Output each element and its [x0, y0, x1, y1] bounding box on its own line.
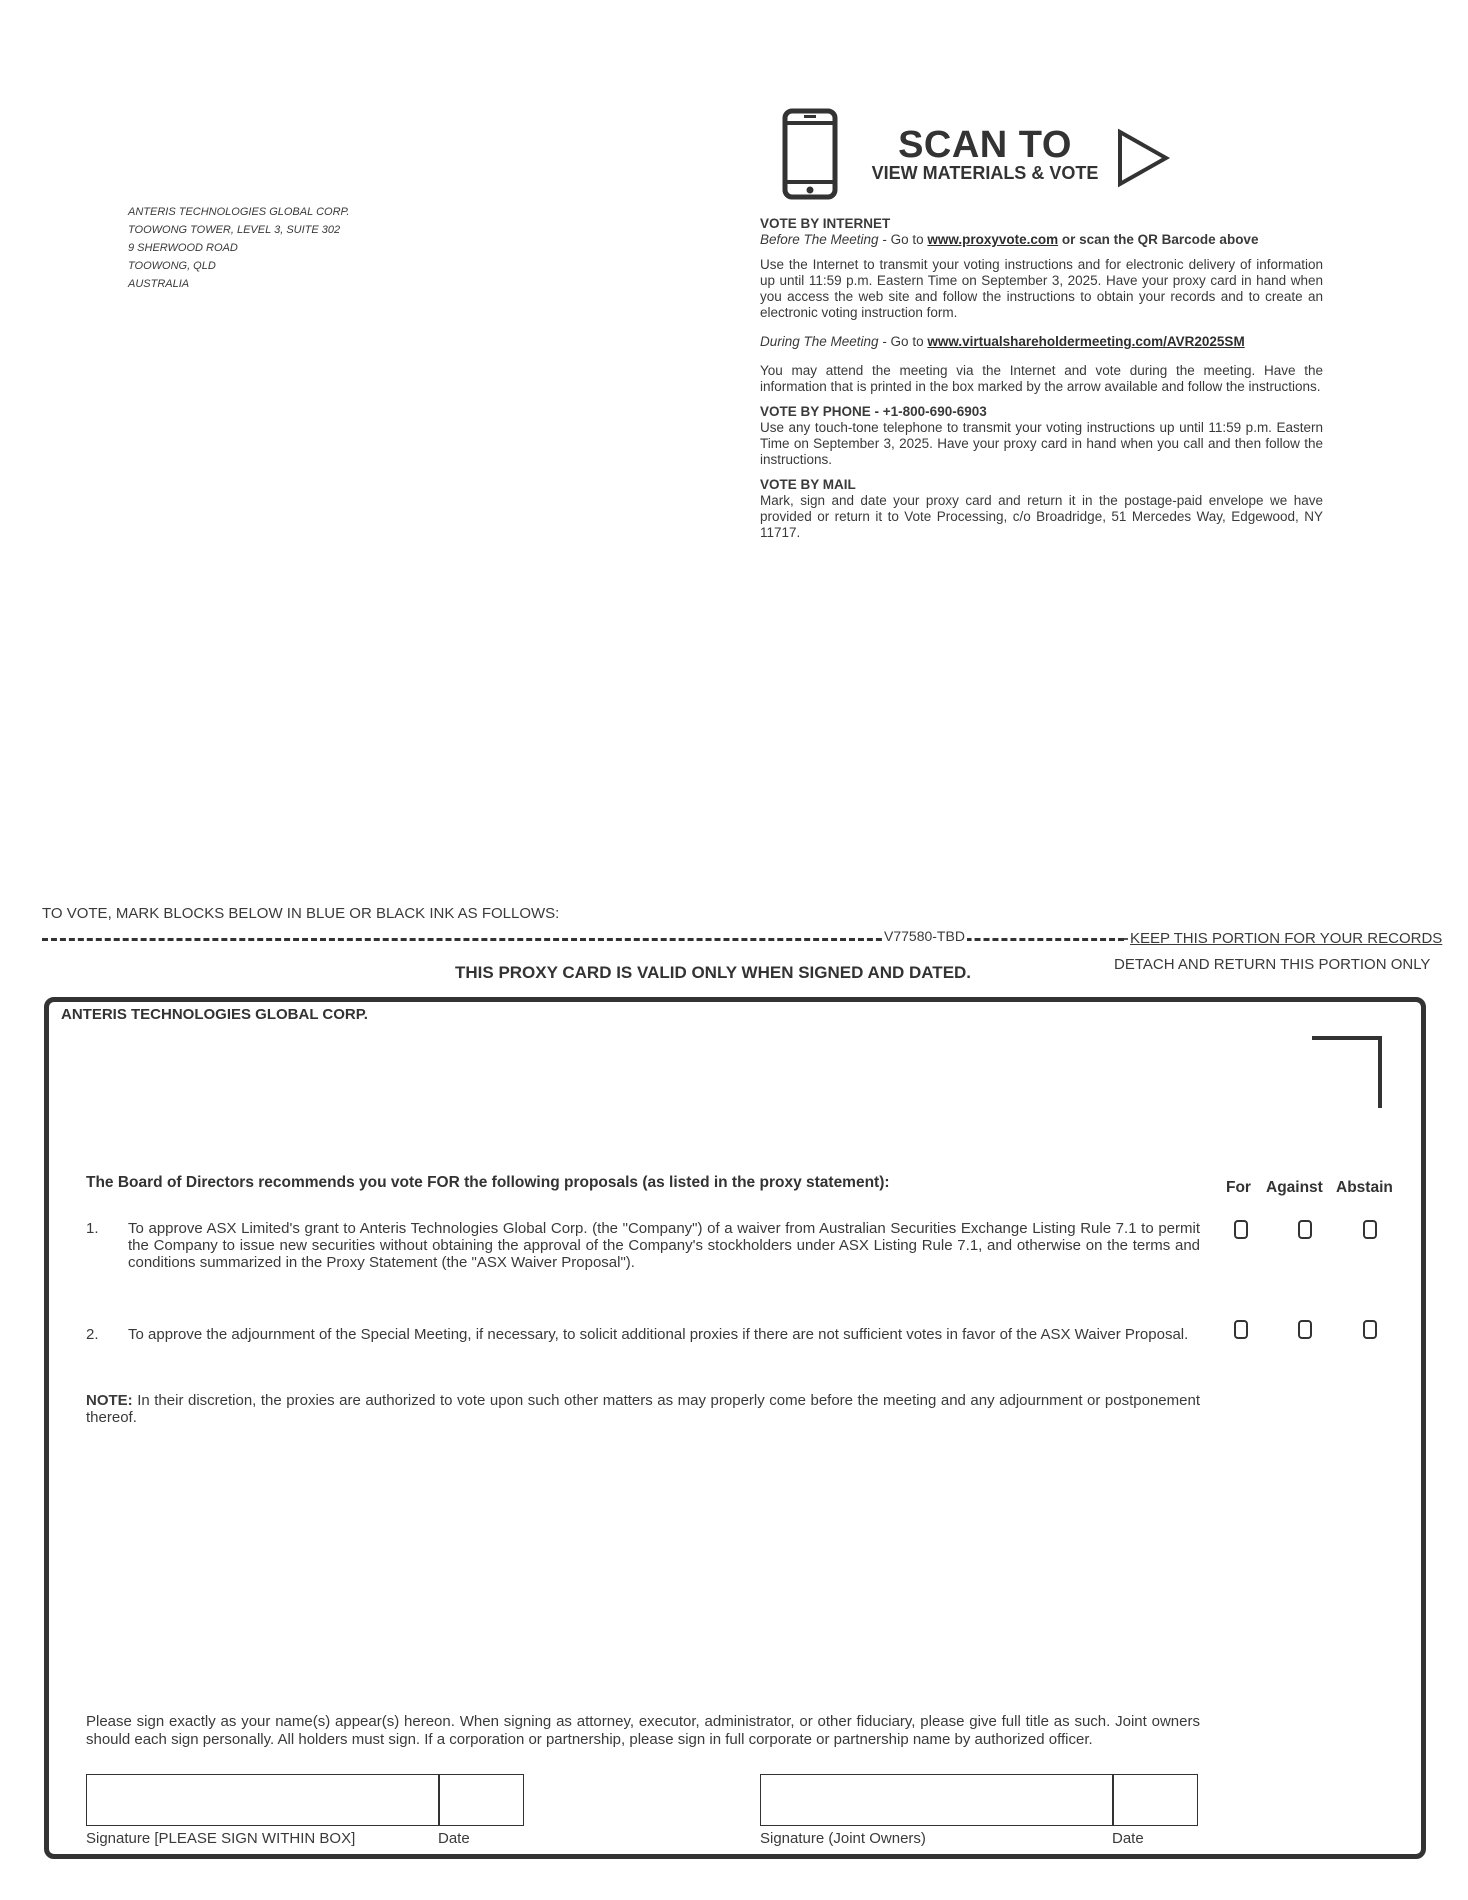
- signature-label: Signature [PLEASE SIGN WITHIN BOX]: [86, 1830, 356, 1847]
- card-company-name: ANTERIS TECHNOLOGIES GLOBAL CORP.: [61, 1006, 368, 1023]
- mark-instructions: TO VOTE, MARK BLOCKS BELOW IN BLUE OR BLACK INK AS FOLLOWS:: [42, 905, 560, 922]
- address-line: TOOWONG TOWER, LEVEL 3, SUITE 302: [128, 224, 341, 236]
- joint-date-box[interactable]: [1112, 1774, 1198, 1826]
- address-line: AUSTRALIA: [128, 278, 190, 290]
- vote-mail-heading: VOTE BY MAIL: [760, 477, 856, 492]
- mail-instructions: Mark, sign and date your proxy card and return it in the postage-paid envelope we have provided or return it to Vote Processing, c/o Broadridge, 51 Mercedes Way, Edgewood, NY 11717.: [760, 493, 1323, 540]
- address-line: TOOWONG, QLD: [128, 260, 216, 272]
- before-meeting-label: Before The Meeting: [760, 232, 879, 247]
- during-meeting-instructions: You may attend the meeting via the Internet and vote during the meeting. Have the information that is printed in the box marked by the arrow available and follow the instructions.: [760, 363, 1323, 394]
- proposal-1-abstain-checkbox[interactable]: [1363, 1220, 1377, 1239]
- vote-phone-heading: VOTE BY PHONE - +1-800-690-6903: [760, 404, 987, 419]
- note-text: In their discretion, the proxies are authorized to vote upon such other matters as may properly come before the meeting and any adjournment or postponement thereof.: [86, 1392, 1200, 1426]
- date-label: Date: [438, 1830, 470, 1847]
- internet-instructions: Use the Internet to transmit your voting instructions and for electronic delivery of information up until 11:59 p.m. Eastern Time on September 3, 2025. Have your proxy card in hand when you access the web site and follow the instructions to obtain your records and to create an electronic voting instruction form.: [760, 257, 1323, 320]
- joint-signature-label: Signature (Joint Owners): [760, 1830, 926, 1847]
- during-meeting-label: During The Meeting: [760, 334, 879, 349]
- column-against: Against: [1266, 1179, 1323, 1196]
- before-goto: - Go to: [878, 232, 928, 247]
- virtual-meeting-link[interactable]: www.virtualshareholdermeeting.com/AVR2025SM: [927, 334, 1245, 349]
- detach-portion-label: DETACH AND RETURN THIS PORTION ONLY: [1114, 956, 1431, 973]
- address-line: ANTERIS TECHNOLOGIES GLOBAL CORP.: [128, 206, 350, 218]
- keep-portion-label: KEEP THIS PORTION FOR YOUR RECORDS: [1130, 930, 1443, 947]
- before-meeting-line: [760, 232, 1323, 248]
- proposal-2-for-checkbox[interactable]: [1234, 1320, 1248, 1339]
- qr-note: or scan the QR Barcode above: [1058, 232, 1259, 247]
- joint-date-label: Date: [1112, 1830, 1144, 1847]
- scan-title: SCAN TO: [898, 124, 1072, 166]
- corner-mark: [1312, 1036, 1382, 1108]
- discretion-note: [86, 1392, 1200, 1426]
- phone-instructions: Use any touch-tone telephone to transmit your voting instructions up until 11:59 p.m. Eastern Time on September 3, 2025. Have your proxy card in hand when you call and then follow the instructions.: [760, 420, 1323, 467]
- voting-instructions: [760, 216, 1323, 541]
- proposal-1-against-checkbox[interactable]: [1298, 1220, 1312, 1239]
- control-code: V77580-TBD: [884, 928, 965, 944]
- date-box[interactable]: [438, 1774, 524, 1826]
- column-abstain: Abstain: [1336, 1179, 1393, 1196]
- column-for: For: [1226, 1179, 1251, 1196]
- scan-subtitle: VIEW MATERIALS & VOTE: [871, 163, 1099, 183]
- proposal-2-against-checkbox[interactable]: [1298, 1320, 1312, 1339]
- signature-box[interactable]: [86, 1774, 440, 1826]
- proxyvote-link[interactable]: www.proxyvote.com: [927, 232, 1059, 247]
- proposal-2-abstain-checkbox[interactable]: [1363, 1320, 1377, 1339]
- sign-instructions: Please sign exactly as your name(s) appear(s) hereon. When signing as attorney, executor, administrator, or other fiduciary, please give full title as such. Joint owners should each sign personally. All holders must sign. If a corporation or partnership, please sign in full corporate or partnership name by authorized officer.: [86, 1713, 1200, 1748]
- during-goto: - Go to: [878, 334, 928, 349]
- proposal-text: To approve ASX Limited's grant to Anteris Technologies Global Corp. (the "Company") of a waiver from Australian Securities Exchange Listing Rule 7.1 to permit the Company to issue new securities without obtaining the approval of the Company's stockholders under ASX Listing Rule 7.1, and otherwise on the terms and conditions summarized in the Proxy Statement (the "ASX Waiver Proposal").: [128, 1220, 1200, 1271]
- proposal-text: To approve the adjournment of the Special Meeting, if necessary, to solicit additional proxies if there are not sufficient votes in favor of the ASX Waiver Proposal.: [128, 1326, 1189, 1343]
- during-meeting-line: [760, 334, 1323, 350]
- valid-notice: THIS PROXY CARD IS VALID ONLY WHEN SIGNED AND DATED.: [455, 963, 972, 982]
- address-line: 9 SHERWOOD ROAD: [128, 242, 238, 254]
- proposal-number: 1.: [86, 1220, 99, 1237]
- proposal-number: 2.: [86, 1326, 99, 1343]
- smartphone-icon: [782, 108, 838, 200]
- board-recommendation: The Board of Directors recommends you vote FOR the following proposals (as listed in the proxy statement):: [86, 1174, 890, 1191]
- play-arrow-icon: [1116, 128, 1172, 188]
- joint-signature-box[interactable]: [760, 1774, 1114, 1826]
- company-address: [128, 203, 350, 293]
- proposal-1-for-checkbox[interactable]: [1234, 1220, 1248, 1239]
- note-label: NOTE:: [86, 1392, 133, 1409]
- vote-internet-heading: VOTE BY INTERNET: [760, 216, 891, 231]
